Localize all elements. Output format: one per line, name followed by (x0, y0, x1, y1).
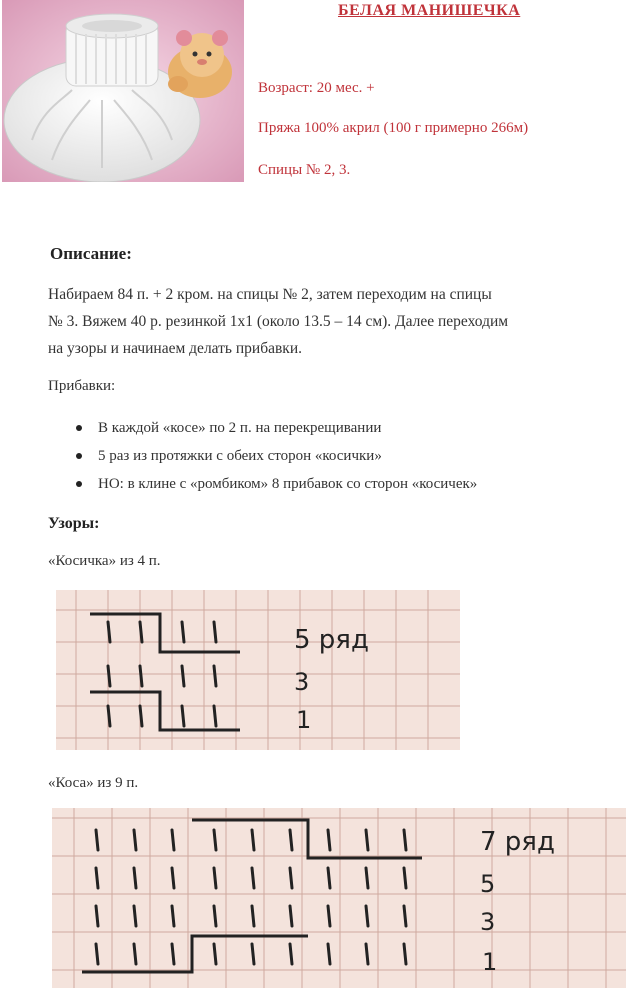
list-item-text: 5 раз из протяжки с обеих сторон «косички» (98, 448, 382, 464)
description-line: Набираем 84 п. + 2 кром. на спицы № 2, затем переходим на спицы (48, 286, 492, 303)
large-cable-chart-svg (52, 808, 626, 988)
large-cable-chart (52, 808, 626, 988)
yarn-info: Пряжа 100% акрил (100 г примерно 266м) (258, 120, 529, 136)
bullet-icon (76, 481, 82, 487)
row-label: 5 (480, 870, 496, 898)
bullet-icon (76, 453, 82, 459)
row-label: 1 (482, 948, 498, 976)
page-title: БЕЛАЯ МАНИШЕЧКА (338, 2, 521, 19)
description-line: № 3. Вяжем 40 р. резинкой 1х1 (около 13.5 – 14 см). Далее переходим (48, 313, 509, 330)
patterns-heading: Узоры: (48, 515, 100, 532)
list-item-text: В каждой «косе» по 2 п. на перекрещивании (98, 420, 382, 436)
age-info: Возраст: 20 мес. + (258, 80, 375, 96)
small-cable-chart-svg (56, 590, 460, 750)
increases-list (72, 414, 477, 498)
product-photo (2, 0, 244, 182)
bullet-icon (76, 425, 82, 431)
list-item (72, 414, 477, 442)
list-item (72, 470, 477, 498)
description-line: на узоры и начинаем делать прибавки. (48, 340, 302, 357)
large-cable-label: «Коса» из 9 п. (48, 775, 139, 791)
description-heading: Описание: (50, 244, 132, 263)
list-item (72, 442, 477, 470)
needles-info: Спицы № 2, 3. (258, 162, 351, 178)
row-label: 5 ряд (294, 625, 369, 655)
row-label: 3 (480, 908, 496, 936)
increases-label: Прибавки: (48, 378, 116, 394)
dickey-illustration (2, 0, 244, 182)
small-cable-chart (56, 590, 460, 750)
small-cable-label: «Косичка» из 4 п. (48, 553, 161, 569)
row-label: 7 ряд (480, 827, 555, 857)
row-label: 1 (296, 706, 312, 734)
list-item-text: НО: в клине с «ромбиком» 8 прибавок со сторон «косичек» (98, 476, 478, 492)
row-label: 3 (294, 668, 310, 696)
